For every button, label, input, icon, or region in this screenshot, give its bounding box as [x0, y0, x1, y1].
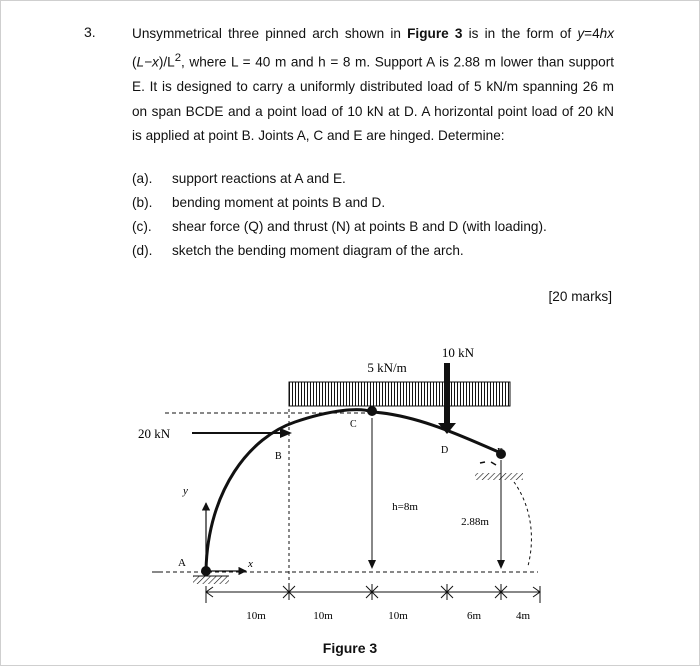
task-text: shear force (Q) and thrust (N) at points B and D (with loading).	[172, 218, 547, 234]
udl-label: 5 kN/m	[367, 360, 407, 375]
question-text-part-2: is in the form of	[462, 26, 578, 41]
support-e-right-hatch	[491, 462, 496, 465]
task-label: (b).	[132, 194, 153, 210]
dim-label-de: 6m	[466, 610, 482, 622]
label-point-a: A	[178, 557, 186, 569]
horizontal-load-label: 20 kN	[138, 426, 171, 441]
horizontal-load-arrowhead	[280, 428, 292, 438]
task-text: sketch the bending moment diagram of the arch.	[172, 243, 464, 259]
support-a-ground	[193, 576, 229, 584]
axis-y-label: y	[183, 485, 188, 497]
dim-label-cd: 10m	[388, 610, 408, 622]
marks-label: [20 marks]	[548, 289, 612, 304]
offset-arrowhead	[497, 560, 505, 569]
hinge-e	[496, 449, 506, 459]
question-text-part-3: , where L = 40 m and h = 8 m. Support A is 2.88 m lower than support E. It is designed to carry a uniformly distributed load of 5 kN/m spanning 26 m on span BCDE and a point load of 10 kN at D. A horizontal point load of 20 kN is applied at point B. Joints A, C and E are hinged. Determine:	[132, 54, 614, 144]
task-label: (c).	[132, 218, 152, 234]
label-point-c: C	[350, 419, 357, 430]
equation-denominator: )/L	[158, 54, 175, 70]
label-point-d: D	[441, 445, 449, 456]
task-text: support reactions at A and E.	[172, 170, 346, 186]
dim-label-bc: 10m	[313, 610, 333, 622]
support-e-ground	[475, 473, 523, 480]
question-number: 3.	[84, 24, 96, 40]
hinge-c	[367, 406, 377, 416]
task-label: (d).	[132, 243, 153, 259]
udl-block	[289, 382, 510, 406]
equation-l-minus-x: L−x	[136, 54, 159, 70]
rise-label: h=8m	[392, 501, 418, 513]
offset-dashed-curve	[514, 482, 531, 566]
figure-reference: Figure 3	[407, 26, 463, 41]
dim-label-ab: 10m	[246, 610, 266, 622]
rise-arrowhead	[368, 560, 376, 569]
dim-label-e-end: 4m	[515, 610, 531, 622]
support-e-left-hatch	[480, 462, 485, 463]
equation-y: y	[577, 26, 585, 41]
point-load-label: 10 kN	[441, 345, 475, 360]
equation-hx: hx	[599, 26, 615, 41]
equation-coefficient: =4	[584, 26, 600, 41]
task-label: (a).	[132, 170, 153, 186]
task-text: bending moment at points B and D.	[172, 194, 386, 210]
question-text-part-1: Unsymmetrical three pinned arch shown in	[132, 26, 408, 41]
axis-x-label: x	[248, 558, 253, 570]
equation-exponent: 2	[174, 52, 182, 65]
point-load-shaft	[444, 363, 450, 425]
equation-paren: (	[132, 54, 137, 70]
label-point-b: B	[275, 451, 282, 462]
figure-caption: Figure 3	[322, 640, 378, 656]
offset-label: 2.88m	[461, 516, 489, 528]
